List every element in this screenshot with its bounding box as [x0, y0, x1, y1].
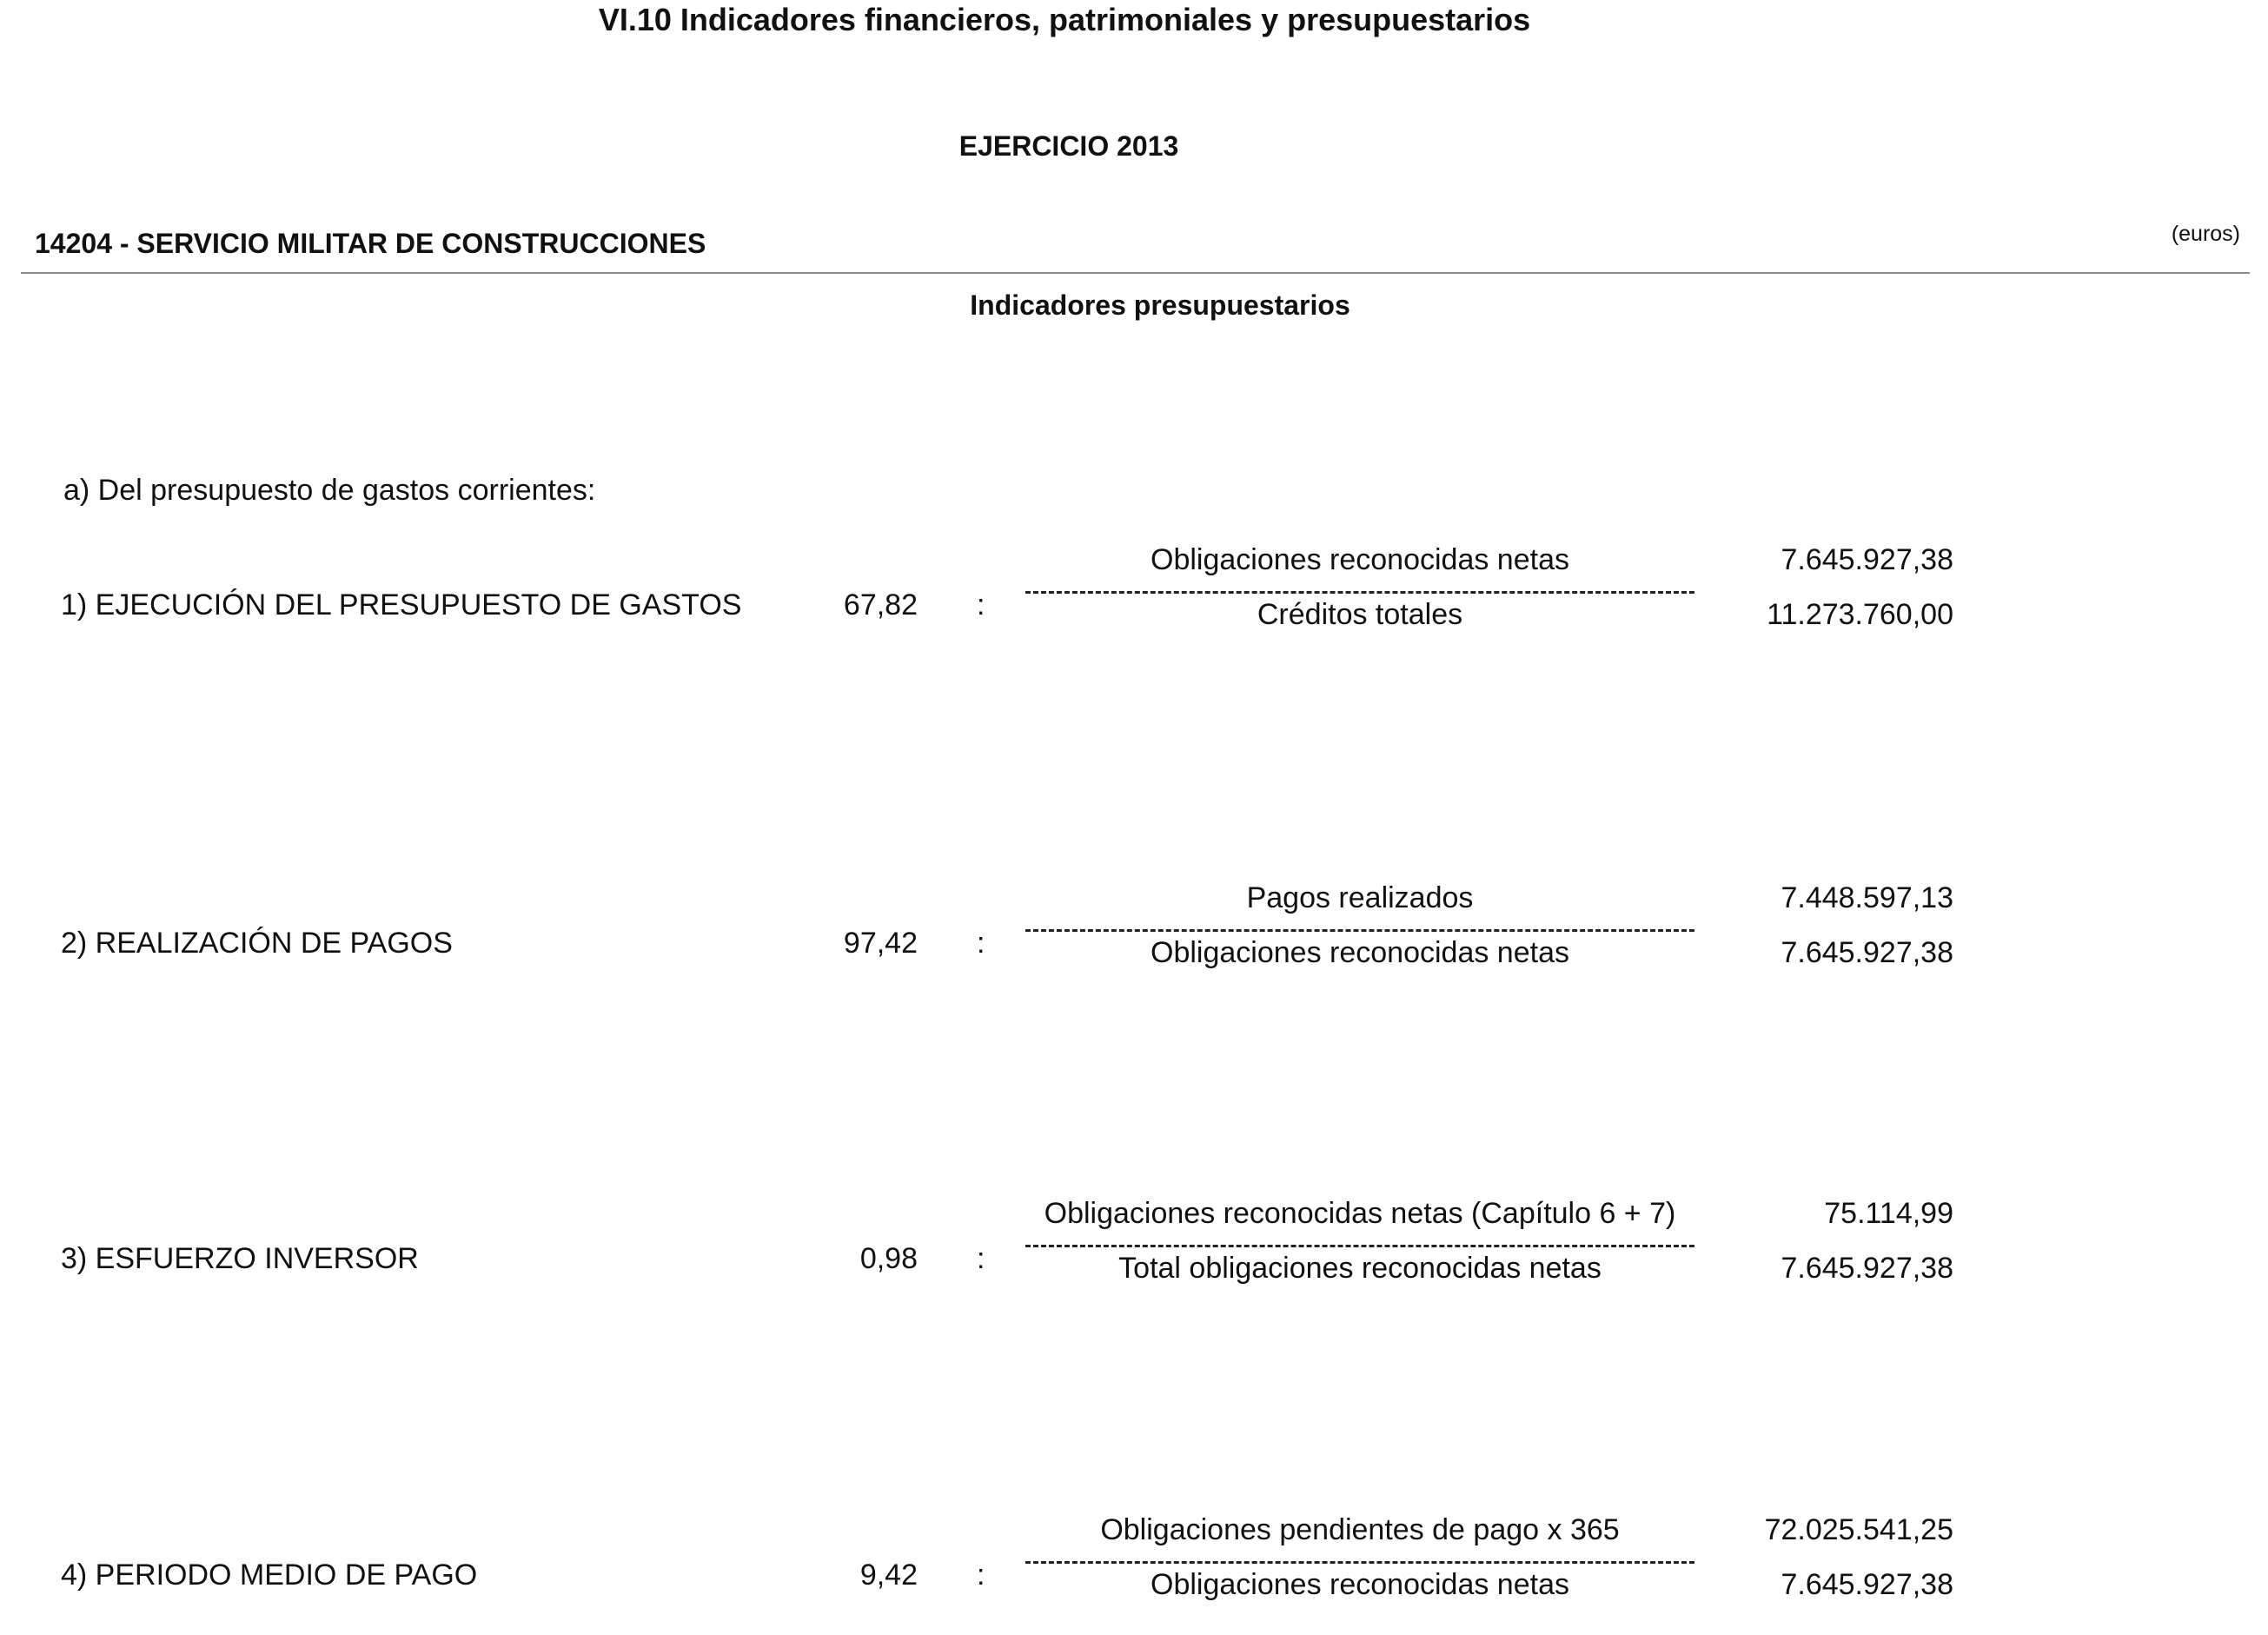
indicator-row: [0, 881, 2268, 1003]
denominator-label: Créditos totales: [1257, 598, 1463, 631]
numerator-value: 72.025.541,25: [1764, 1513, 1953, 1546]
intro-text: a) Del presupuesto de gastos corrientes:: [63, 474, 596, 507]
fraction-line: [1025, 929, 1694, 932]
denominator-value: 11.273.760,00: [1767, 598, 1953, 631]
indicator-label: 3) ESFUERZO INVERSOR: [61, 1242, 419, 1275]
numerator-label: Pagos realizados: [1246, 881, 1474, 914]
indicator-row: [0, 1513, 2268, 1635]
exercise-year: EJERCICIO 2013: [958, 130, 1179, 162]
indicator-value: 9,42: [859, 1559, 918, 1592]
fraction-line: [1025, 1561, 1694, 1564]
fraction-line: [1025, 591, 1694, 594]
indicator-value: 67,82: [843, 588, 918, 621]
indicator-label: 2) REALIZACIÓN DE PAGOS: [61, 927, 453, 960]
fraction-line: [1025, 1245, 1694, 1247]
page-title: VI.10 Indicadores financieros, patrimoniales y presupuestarios: [598, 2, 1531, 37]
indicator-value: 0,98: [859, 1242, 918, 1275]
indicator-colon: :: [977, 588, 985, 621]
indicator-colon: :: [977, 1559, 985, 1592]
indicator-value: 97,42: [843, 927, 918, 960]
entity-name: 14204 - SERVICIO MILITAR DE CONSTRUCCIONES: [35, 228, 706, 259]
numerator-value: 7.645.927,38: [1781, 543, 1953, 576]
numerator-label: Obligaciones pendientes de pago x 365: [1100, 1513, 1620, 1546]
header-divider: [21, 272, 2250, 274]
numerator-value: 7.448.597,13: [1781, 881, 1953, 914]
denominator-value: 7.645.927,38: [1781, 1252, 1953, 1285]
currency-units: (euros): [2171, 222, 2240, 246]
numerator-value: 75.114,99: [1824, 1197, 1953, 1230]
denominator-label: Obligaciones reconocidas netas: [1151, 936, 1569, 969]
indicator-colon: :: [977, 927, 985, 960]
section-heading: Indicadores presupuestarios: [970, 289, 1350, 321]
numerator-label: Obligaciones reconocidas netas (Capítulo 6 + 7): [1044, 1197, 1676, 1230]
numerator-label: Obligaciones reconocidas netas: [1151, 543, 1569, 576]
indicator-colon: :: [977, 1242, 985, 1275]
indicator-label: 1) EJECUCIÓN DEL PRESUPUESTO DE GASTOS: [61, 588, 742, 621]
denominator-label: Total obligaciones reconocidas netas: [1118, 1252, 1602, 1285]
indicator-row: [0, 543, 2268, 665]
indicator-label: 4) PERIODO MEDIO DE PAGO: [61, 1559, 478, 1592]
denominator-label: Obligaciones reconocidas netas: [1151, 1568, 1569, 1601]
indicator-row: [0, 1197, 2268, 1319]
denominator-value: 7.645.927,38: [1781, 1568, 1953, 1601]
denominator-value: 7.645.927,38: [1781, 936, 1953, 969]
